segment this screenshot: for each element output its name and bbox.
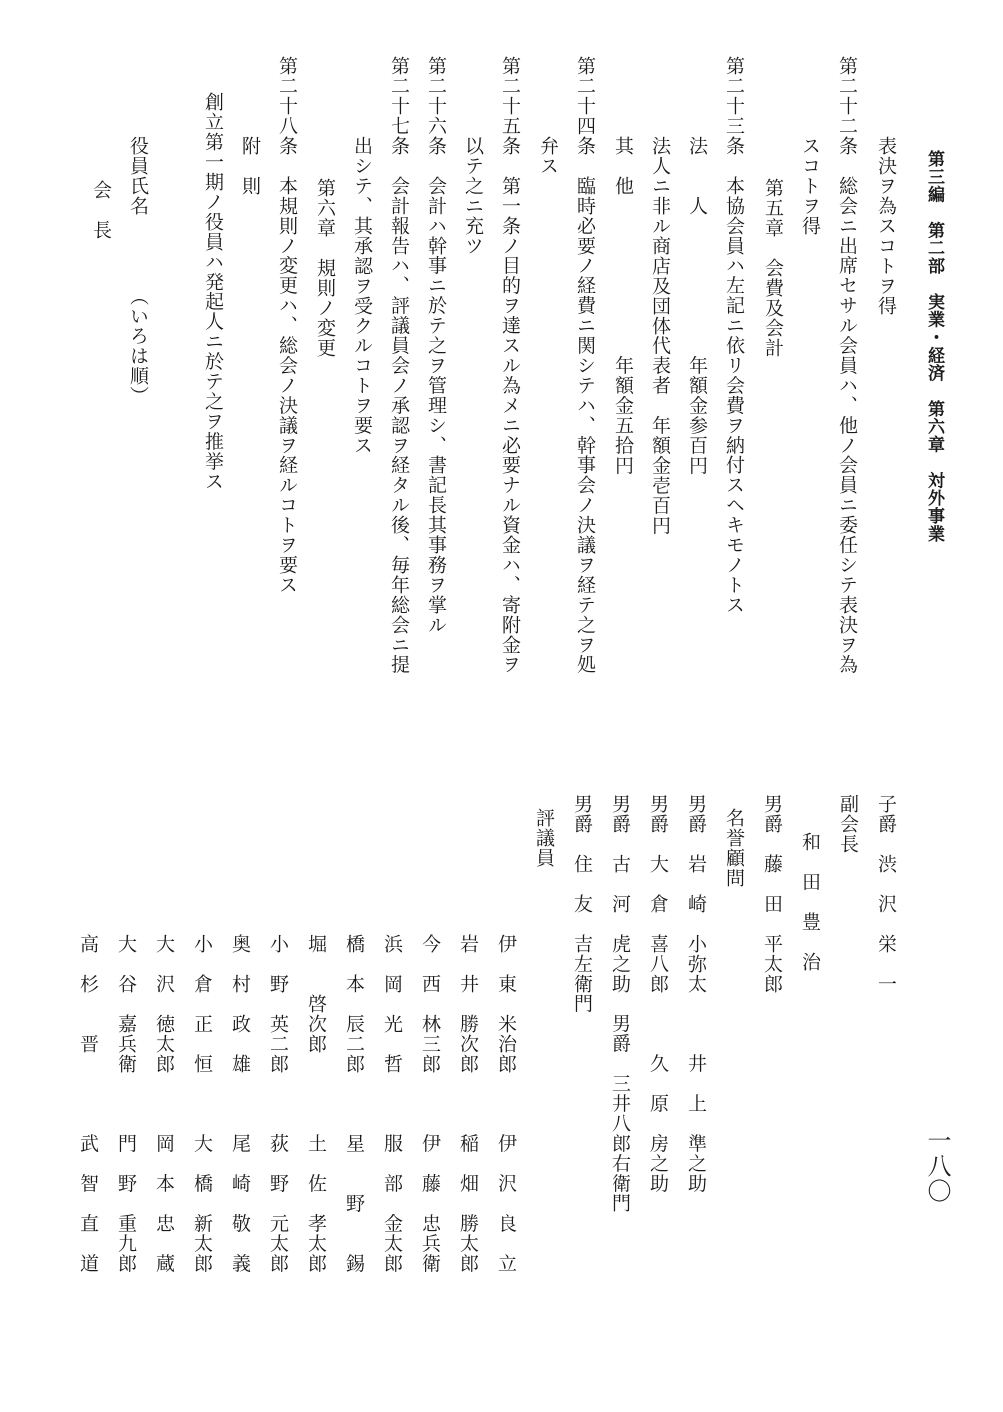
text-column: 第二十八条 本規則ノ変更ハ、総会ノ決議ヲ経ルコトヲ要ス — [276, 56, 298, 595]
list-item: 橋 本 辰二郎 星 野 錫 — [343, 934, 365, 1274]
chapter-heading: 第六章 規則ノ変更 — [314, 178, 336, 358]
list-item: 男爵 大 倉 喜八郎 久 原 房之助 — [647, 794, 669, 1193]
list-item: 伊 東 米治郎 伊 沢 良 立 — [495, 934, 517, 1274]
text-column: 第二十六条 会計ハ幹事ニ於テ之ヲ管理シ、書記長其事務ヲ掌ル — [425, 56, 447, 635]
list-item: 男爵 古 河 虎之助 男爵 三井八郎右衛門 — [609, 794, 631, 1213]
list-item: 男爵 藤 田 平太郎 — [761, 794, 783, 994]
section-heading: 附 則 — [239, 136, 261, 196]
text-column: 会 長 — [90, 180, 112, 240]
text-column: 第二十二条 総会ニ出席セサル会員ハ、他ノ会員ニ委任シテ表決ヲ為 — [836, 56, 858, 675]
list-item: 浜 岡 光 哲 服 部 金太郎 — [381, 934, 403, 1274]
list-item: 小 倉 正 恒 大 橋 新太郎 — [191, 934, 213, 1274]
list-item: 岩 井 勝次郎 稲 畑 勝太郎 — [457, 934, 479, 1274]
text-column: 創立第一期ノ役員ハ発起人ニ於テ之ヲ推挙ス — [202, 92, 224, 491]
list-item: 奥 村 政 雄 尾 崎 敬 義 — [229, 934, 251, 1274]
list-item: 高 杉 晋 武 智 直 道 — [77, 934, 99, 1274]
list-item: 今 西 林三郎 伊 藤 忠兵衛 — [419, 934, 441, 1274]
text-column: 法人ニ非ル商店及団体代表者 年額金壱百円 — [649, 136, 671, 535]
section-heading: 名誉顧問 — [723, 808, 745, 888]
text-column: 以テ之ニ充ツ — [462, 136, 484, 256]
list-item: 子爵 渋 沢 栄 一 — [875, 794, 897, 994]
section-heading: 副会長 — [837, 794, 859, 854]
text-column: 表決ヲ為スコトヲ得 — [875, 136, 897, 316]
text-column: スコトヲ得 — [799, 136, 821, 236]
running-head: 第三編 第二部 実業・経済 第六章 対外事業 — [924, 150, 944, 543]
text-column: 第二十四条 臨時必要ノ経費ニ関シテハ、幹事会ノ決議ヲ経テ之ヲ処 — [574, 56, 596, 675]
list-item: 堀 啓次郎 土 佐 孝太郎 — [305, 934, 327, 1274]
list-item: 大 沢 徳太郎 岡 本 忠 蔵 — [153, 934, 175, 1274]
text-column: 其 他 年額金五拾円 — [612, 136, 634, 476]
text-column: 第二十七条 会計報告ハ、評議員会ノ承認ヲ経タル後、毎年総会ニ提 — [388, 56, 410, 675]
list-item: 小 野 英二郎 荻 野 元太郎 — [267, 934, 289, 1274]
list-item: 大 谷 嘉兵衛 門 野 重九郎 — [115, 934, 137, 1274]
text-column: 法 人 年額金参百円 — [686, 136, 708, 476]
section-heading: 評議員 — [533, 808, 555, 868]
list-item: 男爵 住 友 吉左衛門 — [571, 794, 593, 1014]
list-item: 和 田 豊 治 — [799, 832, 821, 972]
chapter-heading: 第五章 会費及会計 — [762, 178, 784, 358]
list-item: 男爵 岩 崎 小弥太 井 上 準之助 — [685, 794, 707, 1193]
text-column: 出シテ、其承認ヲ受クルコトヲ要ス — [351, 136, 373, 456]
text-column: 第二十三条 本協会員ハ左記ニ依リ会費ヲ納付スヘキモノトス — [723, 56, 745, 615]
text-column: 役員氏名 （いろは順） — [127, 136, 149, 406]
text-column: 弁ス — [537, 136, 559, 176]
text-column: 第二十五条 第一条ノ目的ヲ達スル為メニ必要ナル資金ハ、寄附金ヲ — [499, 56, 521, 675]
page-number: 一八〇 — [923, 1128, 951, 1204]
